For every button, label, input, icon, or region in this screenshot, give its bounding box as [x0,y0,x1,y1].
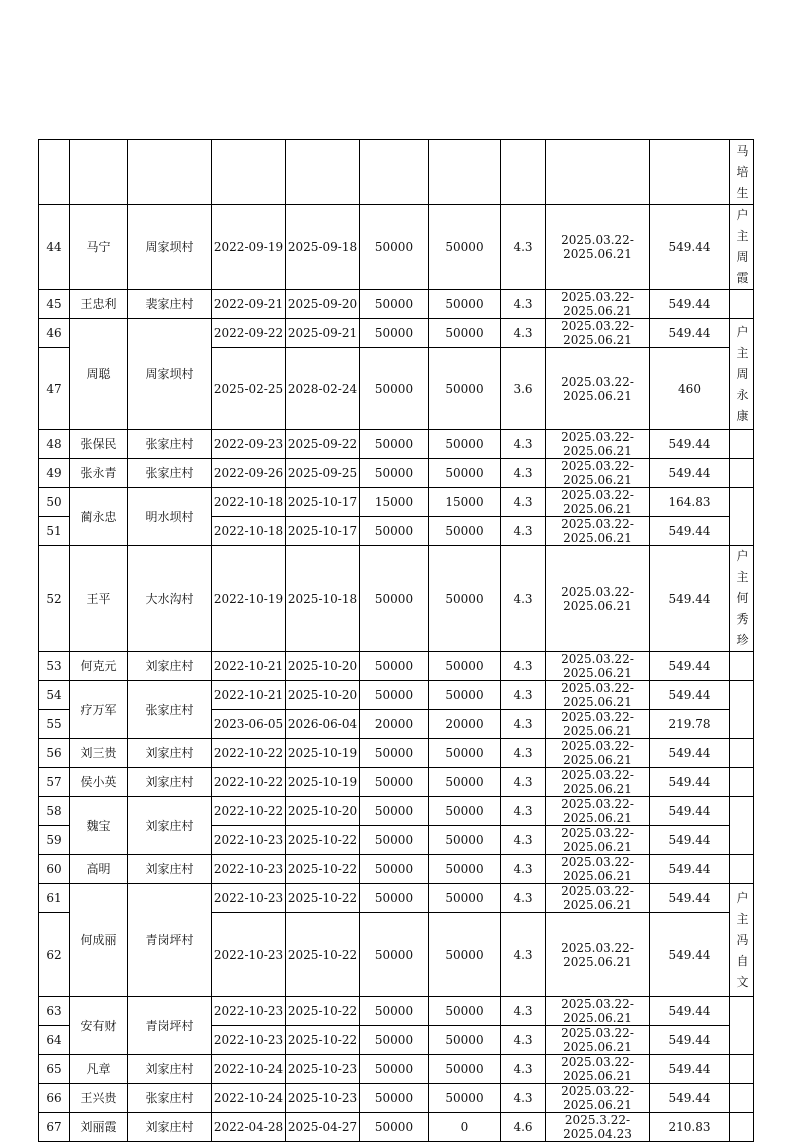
table-row [39,459,754,488]
village: 裴家庄村 [128,290,212,319]
village: 青岗坪村 [128,884,212,997]
interest-amount: 549.44 [650,1084,730,1113]
remark: 户主何秀珍 [730,546,754,652]
village: 刘家庄村 [128,797,212,855]
loan-balance: 50000 [429,459,501,488]
interest-rate: 4.6 [501,1113,546,1142]
loan-amount: 50000 [360,1055,429,1084]
village: 刘家庄村 [128,768,212,797]
table-row [39,652,754,681]
row-number: 59 [39,826,70,855]
borrower-name: 马宁 [70,205,128,290]
village: 刘家庄村 [128,1055,212,1084]
interest-amount: 549.44 [650,459,730,488]
interest-period: 2025.03.22-2025.06.21 [546,797,650,826]
row-number: 48 [39,430,70,459]
village: 周家坝村 [128,319,212,430]
loan-balance: 50000 [429,517,501,546]
borrower-name: 高明 [70,855,128,884]
row-number: 58 [39,797,70,826]
start-date: 2022-10-24 [212,1055,286,1084]
loan-amount: 50000 [360,319,429,348]
remark [730,1055,754,1084]
interest-rate: 4.3 [501,681,546,710]
interest-amount: 549.44 [650,884,730,913]
interest-rate: 4.3 [501,768,546,797]
borrower-name: 刘三贵 [70,739,128,768]
village: 刘家庄村 [128,652,212,681]
end-date: 2025-10-20 [286,652,360,681]
village: 张家庄村 [128,1084,212,1113]
end-date: 2025-10-19 [286,768,360,797]
row-number [39,140,70,205]
interest-period [546,140,650,205]
interest-rate: 4.3 [501,488,546,517]
end-date: 2025-10-19 [286,739,360,768]
borrower-name: 周聪 [70,319,128,430]
row-number: 61 [39,884,70,913]
start-date: 2022-10-23 [212,997,286,1026]
interest-rate: 4.3 [501,884,546,913]
borrower-name [70,140,128,205]
interest-period: 2025.03.22-2025.06.21 [546,205,650,290]
loan-amount: 50000 [360,459,429,488]
row-number: 54 [39,681,70,710]
start-date: 2022-10-22 [212,739,286,768]
borrower-name: 张永青 [70,459,128,488]
village [128,140,212,205]
table-row [39,1113,754,1142]
interest-rate: 4.3 [501,459,546,488]
start-date: 2022-10-23 [212,913,286,997]
loan-amount: 50000 [360,681,429,710]
loan-balance: 50000 [429,739,501,768]
loan-balance: 50000 [429,1084,501,1113]
start-date: 2022-09-26 [212,459,286,488]
interest-rate: 3.6 [501,348,546,430]
interest-amount: 549.44 [650,290,730,319]
loan-amount: 50000 [360,517,429,546]
row-number: 66 [39,1084,70,1113]
row-number: 67 [39,1113,70,1142]
row-number: 47 [39,348,70,430]
remark [730,430,754,459]
loan-balance: 50000 [429,913,501,997]
interest-period: 2025.03.22-2025.06.21 [546,1084,650,1113]
end-date: 2025-10-22 [286,913,360,997]
interest-rate: 4.3 [501,1026,546,1055]
loan-balance: 50000 [429,768,501,797]
loan-amount: 50000 [360,652,429,681]
remark: 户主冯自文 [730,884,754,997]
interest-rate [501,140,546,205]
interest-rate: 4.3 [501,913,546,997]
remark: 户主周永康 [730,319,754,430]
start-date: 2022-10-23 [212,884,286,913]
table-row [39,1084,754,1113]
end-date: 2026-06-04 [286,710,360,739]
interest-rate: 4.3 [501,290,546,319]
table-row [39,488,754,517]
remark [730,488,754,546]
end-date: 2025-09-25 [286,459,360,488]
remark [730,459,754,488]
interest-amount: 549.44 [650,681,730,710]
interest-rate: 4.3 [501,517,546,546]
interest-amount: 549.44 [650,430,730,459]
table-row [39,997,754,1026]
row-number: 49 [39,459,70,488]
interest-rate: 4.3 [501,1055,546,1084]
village: 刘家庄村 [128,855,212,884]
village: 周家坝村 [128,205,212,290]
borrower-name: 凡章 [70,1055,128,1084]
interest-period: 2025.03.22-2025.06.21 [546,488,650,517]
interest-period: 2025.03.22-2025.06.21 [546,459,650,488]
row-number: 62 [39,913,70,997]
row-number: 52 [39,546,70,652]
row-number: 57 [39,768,70,797]
loan-balance: 50000 [429,855,501,884]
interest-amount: 549.44 [650,652,730,681]
village: 张家庄村 [128,681,212,739]
interest-period: 2025.03.22-2025.06.21 [546,826,650,855]
end-date: 2025-10-22 [286,855,360,884]
loan-balance: 15000 [429,488,501,517]
remark [730,1113,754,1142]
loan-amount: 50000 [360,913,429,997]
borrower-name: 魏宝 [70,797,128,855]
loan-balance: 50000 [429,797,501,826]
interest-amount: 549.44 [650,517,730,546]
interest-amount: 549.44 [650,913,730,997]
table-row [39,797,754,826]
table-row [39,430,754,459]
interest-amount: 549.44 [650,768,730,797]
table-row [39,1055,754,1084]
loan-balance: 50000 [429,681,501,710]
interest-rate: 4.3 [501,826,546,855]
interest-rate: 4.3 [501,997,546,1026]
interest-period: 2025.03.22-2025.06.21 [546,739,650,768]
interest-period: 2025.03.22-2025.06.21 [546,710,650,739]
row-number: 55 [39,710,70,739]
borrower-name: 侯小英 [70,768,128,797]
borrower-name: 安有财 [70,997,128,1055]
start-date: 2022-09-21 [212,290,286,319]
interest-amount: 219.78 [650,710,730,739]
interest-amount: 549.44 [650,855,730,884]
remark [730,768,754,797]
end-date: 2025-10-23 [286,1055,360,1084]
table-row [39,884,754,913]
interest-amount: 549.44 [650,1026,730,1055]
loan-balance: 50000 [429,1055,501,1084]
interest-amount: 210.83 [650,1113,730,1142]
end-date: 2025-04-27 [286,1113,360,1142]
remark [730,290,754,319]
loan-amount: 50000 [360,884,429,913]
village: 青岗坪村 [128,997,212,1055]
end-date: 2025-10-22 [286,997,360,1026]
row-number: 64 [39,1026,70,1055]
interest-period: 2025.03.22-2025.06.21 [546,1055,650,1084]
table-row [39,739,754,768]
end-date: 2025-09-18 [286,205,360,290]
borrower-name: 王忠利 [70,290,128,319]
interest-period: 2025.03.22-2025.06.21 [546,681,650,710]
table-row [39,546,754,652]
row-number: 63 [39,997,70,1026]
interest-rate: 4.3 [501,546,546,652]
interest-period: 2025.03.22-2025.06.21 [546,348,650,430]
interest-rate: 4.3 [501,739,546,768]
end-date: 2025-10-18 [286,546,360,652]
start-date: 2022-10-21 [212,652,286,681]
interest-amount: 549.44 [650,205,730,290]
interest-rate: 4.3 [501,710,546,739]
loan-balance: 0 [429,1113,501,1142]
loan-amount: 15000 [360,488,429,517]
start-date: 2022-10-21 [212,681,286,710]
interest-amount: 549.44 [650,319,730,348]
village: 张家庄村 [128,430,212,459]
remark [730,681,754,739]
interest-amount: 549.44 [650,1055,730,1084]
row-number: 51 [39,517,70,546]
loan-balance: 50000 [429,348,501,430]
row-number: 60 [39,855,70,884]
loan-amount: 50000 [360,797,429,826]
loan-amount: 50000 [360,826,429,855]
start-date: 2022-10-22 [212,797,286,826]
borrower-name: 蔺永忠 [70,488,128,546]
interest-period: 2025.03.22-2025.06.21 [546,290,650,319]
end-date: 2025-10-23 [286,1084,360,1113]
borrower-name: 何成丽 [70,884,128,997]
loan-balance: 50000 [429,430,501,459]
start-date: 2022-10-24 [212,1084,286,1113]
remark [730,739,754,768]
start-date: 2022-10-19 [212,546,286,652]
interest-rate: 4.3 [501,797,546,826]
loan-balance: 20000 [429,710,501,739]
village: 刘家庄村 [128,1113,212,1142]
table-row [39,681,754,710]
start-date: 2022-10-23 [212,855,286,884]
end-date: 2025-09-22 [286,430,360,459]
interest-amount: 549.44 [650,826,730,855]
loan-balance: 50000 [429,290,501,319]
loan-amount: 50000 [360,290,429,319]
village: 明水坝村 [128,488,212,546]
loan-balance: 50000 [429,1026,501,1055]
end-date: 2025-10-20 [286,797,360,826]
interest-period: 2025.03.22-2025.06.21 [546,913,650,997]
end-date: 2025-10-17 [286,488,360,517]
interest-period: 2025.03.22-2025.06.21 [546,997,650,1026]
interest-period: 2025.03.22-2025.06.21 [546,855,650,884]
interest-amount: 549.44 [650,546,730,652]
loan-amount: 50000 [360,430,429,459]
loan-balance: 50000 [429,997,501,1026]
end-date: 2025-09-20 [286,290,360,319]
village: 张家庄村 [128,459,212,488]
borrower-name: 刘丽霞 [70,1113,128,1142]
loan-amount: 50000 [360,768,429,797]
interest-period: 2025.3.22-2025.04.23 [546,1113,650,1142]
start-date: 2022-10-22 [212,768,286,797]
interest-amount: 164.83 [650,488,730,517]
row-number: 45 [39,290,70,319]
interest-amount: 549.44 [650,739,730,768]
remark [730,1084,754,1113]
loan-balance: 50000 [429,826,501,855]
end-date: 2025-10-20 [286,681,360,710]
loan-amount: 50000 [360,855,429,884]
loan-amount: 20000 [360,710,429,739]
table-row [39,205,754,290]
loan-amount: 50000 [360,1026,429,1055]
interest-period: 2025.03.22-2025.06.21 [546,546,650,652]
loan-amount: 50000 [360,739,429,768]
village: 大水沟村 [128,546,212,652]
start-date: 2022-10-23 [212,1026,286,1055]
table-row [39,319,754,348]
loan-interest-table [38,139,754,1142]
loan-balance: 50000 [429,546,501,652]
interest-period: 2025.03.22-2025.06.21 [546,517,650,546]
interest-amount [650,140,730,205]
row-number: 50 [39,488,70,517]
interest-rate: 4.3 [501,855,546,884]
interest-amount: 549.44 [650,997,730,1026]
start-date: 2022-09-19 [212,205,286,290]
row-number: 53 [39,652,70,681]
end-date: 2025-10-22 [286,1026,360,1055]
start-date: 2023-06-05 [212,710,286,739]
interest-rate: 4.3 [501,205,546,290]
loan-balance: 50000 [429,652,501,681]
table-row [39,290,754,319]
borrower-name: 张保民 [70,430,128,459]
end-date: 2025-10-22 [286,884,360,913]
remark [730,797,754,855]
loan-balance: 50000 [429,319,501,348]
start-date: 2022-10-18 [212,517,286,546]
loan-amount: 50000 [360,205,429,290]
interest-period: 2025.03.22-2025.06.21 [546,319,650,348]
start-date [212,140,286,205]
loan-balance: 50000 [429,205,501,290]
row-number: 44 [39,205,70,290]
start-date: 2022-09-22 [212,319,286,348]
borrower-name: 疗万军 [70,681,128,739]
interest-period: 2025.03.22-2025.06.21 [546,1026,650,1055]
loan-amount: 50000 [360,1084,429,1113]
interest-period: 2025.03.22-2025.06.21 [546,652,650,681]
borrower-name: 何克元 [70,652,128,681]
start-date: 2022-10-23 [212,826,286,855]
loan-amount: 50000 [360,1113,429,1142]
loan-amount: 50000 [360,997,429,1026]
loan-amount: 50000 [360,348,429,430]
remark [730,652,754,681]
table-row [39,855,754,884]
end-date: 2028-02-24 [286,348,360,430]
loan-amount: 50000 [360,546,429,652]
interest-rate: 4.3 [501,319,546,348]
interest-period: 2025.03.22-2025.06.21 [546,768,650,797]
loan-balance: 50000 [429,884,501,913]
interest-period: 2025.03.22-2025.06.21 [546,884,650,913]
interest-rate: 4.3 [501,652,546,681]
row-number: 46 [39,319,70,348]
start-date: 2022-09-23 [212,430,286,459]
remark: 户主周霞 [730,205,754,290]
row-number: 56 [39,739,70,768]
borrower-name: 王平 [70,546,128,652]
start-date: 2022-10-18 [212,488,286,517]
loan-balance [429,140,501,205]
interest-amount: 549.44 [650,797,730,826]
end-date: 2025-10-17 [286,517,360,546]
interest-period: 2025.03.22-2025.06.21 [546,430,650,459]
remark [730,997,754,1055]
loan-amount [360,140,429,205]
interest-amount: 460 [650,348,730,430]
village: 刘家庄村 [128,739,212,768]
interest-rate: 4.3 [501,1084,546,1113]
remark [730,855,754,884]
remark: 马培生 [730,140,754,205]
end-date: 2025-10-22 [286,826,360,855]
row-number: 65 [39,1055,70,1084]
borrower-name: 王兴贵 [70,1084,128,1113]
start-date: 2025-02-25 [212,348,286,430]
interest-rate: 4.3 [501,430,546,459]
end-date [286,140,360,205]
end-date: 2025-09-21 [286,319,360,348]
start-date: 2022-04-28 [212,1113,286,1142]
table-row [39,768,754,797]
table-row [39,140,754,205]
